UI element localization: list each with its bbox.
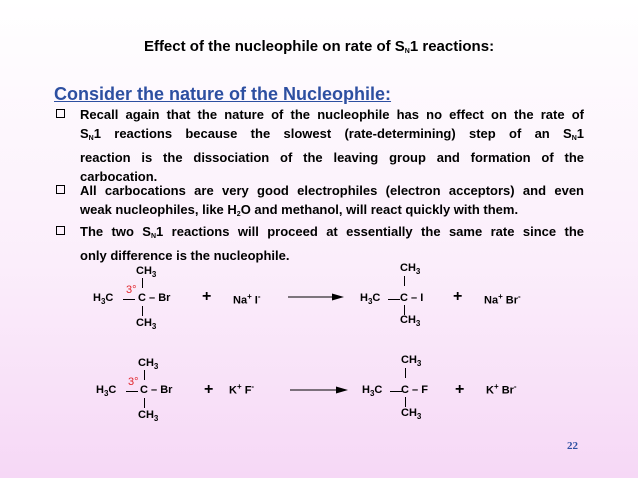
plus-sign: + <box>204 381 214 398</box>
substrate-center: C – Br <box>138 292 171 304</box>
plus-sign: + <box>455 381 465 398</box>
bond <box>126 391 138 392</box>
product-left-methyl: $H_3C$ <box>360 292 381 307</box>
product-bottom-methyl: $CH_3$ <box>400 314 421 329</box>
bond <box>404 276 405 286</box>
bullet-text: All carbocations are very good electrophiles (electron acceptors) and even weak nucleophiles, like $H_2O$ and methanol, will react quickly with them. <box>80 183 584 218</box>
reagent: Na+ I- <box>233 292 261 307</box>
bullet-item <box>56 222 584 265</box>
substrate-top-methyl: $CH_3$ <box>136 265 157 280</box>
reagent: K+ F- <box>229 382 255 397</box>
substrate-top-methyl: $CH_3$ <box>138 357 159 372</box>
substrate-bottom-methyl: $CH_3$ <box>136 317 157 332</box>
bond <box>144 370 145 380</box>
tertiary-label: 3° <box>128 376 139 388</box>
checkbox-bullet-icon <box>56 226 65 235</box>
page-number: 22 <box>567 440 578 452</box>
byproduct: Na+ Br- <box>484 292 521 307</box>
substrate-center: C – Br <box>140 384 173 396</box>
section-heading: Consider the nature of the Nucleophile: <box>54 84 392 104</box>
checkbox-bullet-icon <box>56 185 65 194</box>
byproduct: K+ Br- <box>486 382 517 397</box>
substrate-left-methyl: $H_3C$ <box>96 384 117 399</box>
bond <box>144 398 145 408</box>
substrate-left-methyl: $H_3C$ <box>93 292 114 307</box>
plus-sign: + <box>202 288 212 305</box>
bond <box>388 299 400 300</box>
bullet-text: Recall again that the nature of the nucleophile has no effect on the rate of $S_N1$ reactions because the slowest (rate-determining) step of an $S_N1$ reaction is the dissociation of the leaving group and formation of the carbocation. <box>80 107 584 184</box>
product-center: C – I <box>400 292 424 304</box>
substrate-bottom-methyl: $CH_3$ <box>138 409 159 424</box>
bullet-text: The two $S_N1$ reactions will proceed at essentially the same rate since the only difference is the nucleophile. <box>80 224 585 263</box>
tertiary-label: 3° <box>126 284 137 296</box>
bond <box>123 299 135 300</box>
product-bottom-methyl: $CH_3$ <box>401 407 422 422</box>
plus-sign: + <box>453 288 463 305</box>
product-left-methyl: $H_3C$ <box>362 384 383 399</box>
reaction-arrow-icon <box>288 291 344 303</box>
slide-title: Effect of the nucleophile on rate of $S_N1$ reactions: <box>143 38 495 55</box>
bond <box>142 306 143 316</box>
checkbox-bullet-icon <box>56 109 65 118</box>
bond <box>142 278 143 288</box>
reaction-arrow-icon <box>290 384 348 396</box>
bullet-item <box>56 105 584 186</box>
bond <box>405 368 406 378</box>
product-top-methyl: $CH_3$ <box>400 262 421 277</box>
product-top-methyl: $CH_3$ <box>401 354 422 369</box>
product-center: C – F <box>401 384 428 396</box>
bond <box>405 397 406 407</box>
bullet-item <box>56 181 584 224</box>
